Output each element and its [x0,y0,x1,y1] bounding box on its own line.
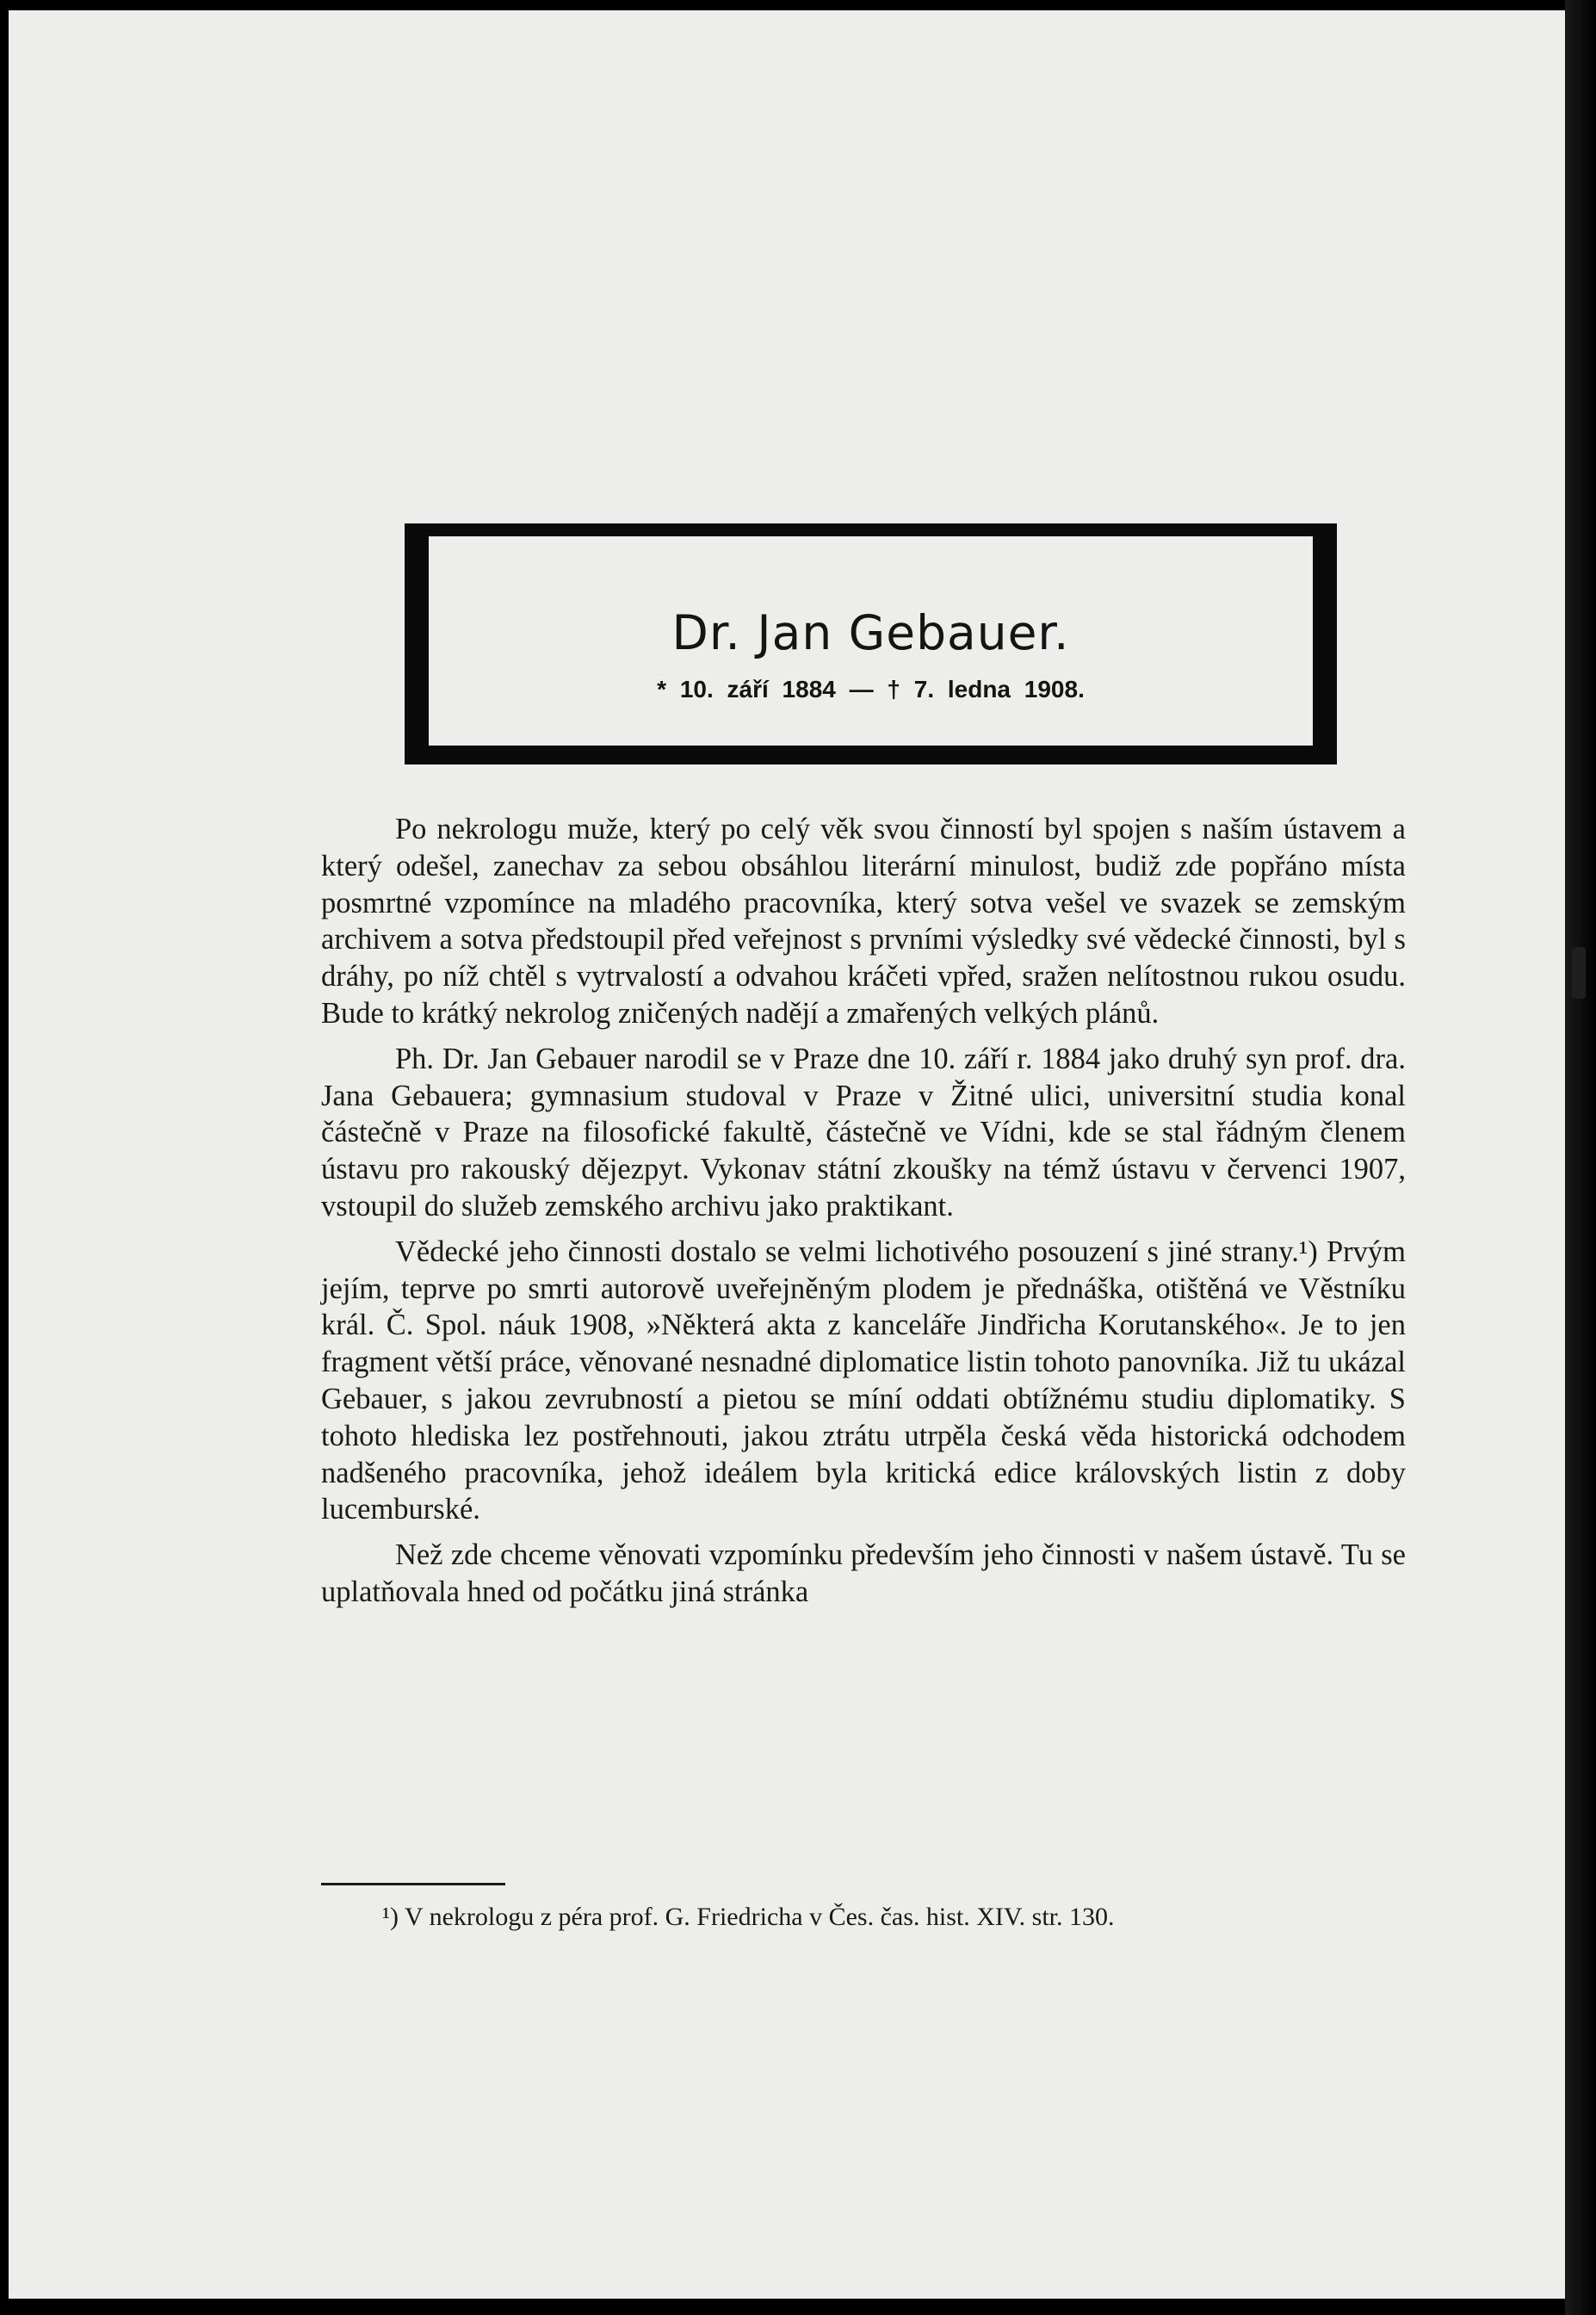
paragraph-2: Ph. Dr. Jan Gebauer narodil se v Praze dne 10. září r. 1884 jako druhý syn prof. dra. Jana Gebauera; gymnasium studoval v Praze v Žitné ulici, universitní studia konal částečně v Praze na filosofické fakultě, částečně ve Vídni, kde se stal řádným členem ústavu pro rakouský dějezpyt. Vykonav státní zkoušky na témž ústavu v červenci 1907, vstoupil do služeb zemského archivu jako praktikant. [321,1042,1406,1222]
scan-edge-shadow [1565,0,1596,2315]
paragraph-3: Vědecké jeho činnosti dostalo se velmi lichotivého posouzení s jiné strany.¹) Prvým jejím, teprve po smrti autorově uveřejněným plodem je přednáška, otištěná ve Věstníku král. Č. Spol. náuk 1908, »Některá akta z kanceláře Jindřicha Korutanského«. Je to jen fragment větší práce, věnované nesnadné diplomatice listin tohoto panovníka. Již tu ukázal Gebauer, s jakou zevrubností a pietou se míní oddati obtížnému studiu diplomatiky. S tohoto hlediska lez postřehnouti, jakou ztrátu utrpěla česká věda historická odchodem nadšeného pracovníka, jehož ideálem byla kritická edice královských listin z doby lucemburské. [321,1235,1406,1526]
footnote-divider [321,1883,505,1885]
obituary-dates: * 10. září 1884 — † 7. ledna 1908. [657,676,1085,703]
footnote: ¹) V nekrologu z péra prof. G. Friedricha v Čes. čas. hist. XIV. str. 130. [382,1903,1115,1931]
obituary-body [321,811,1406,1619]
paragraph-4: Než zde chceme věnovati vzpomínku především jeho činnosti v našem ústavě. Tu se uplatňovala hned od počátku jiná stránka [321,1538,1406,1608]
obituary-title: Dr. Jan Gebauer. [671,605,1070,660]
mourning-frame [405,523,1337,764]
scan-edge-mark [1572,947,1586,999]
paragraph-1: Po nekrologu muže, který po celý věk svou činností byl spojen s naším ústavem a který odešel, zanechav za sebou obsáhlou literární minulost, budiž zde popřáno místa posmrtné vzpomínce na mladého pracovníka, který sotva vešel ve svazek se zemským archivem a sotva předstoupil před veřejnost s prvními výsledky své vědecké činnosti, byl s dráhy, po níž chtěl s vytrvalostí a odvahou kráčeti vpřed, sražen nelítostnou rukou osudu. Bude to krátký nekrolog zničených nadějí a zmařených velkých plánů. [321,813,1406,1030]
